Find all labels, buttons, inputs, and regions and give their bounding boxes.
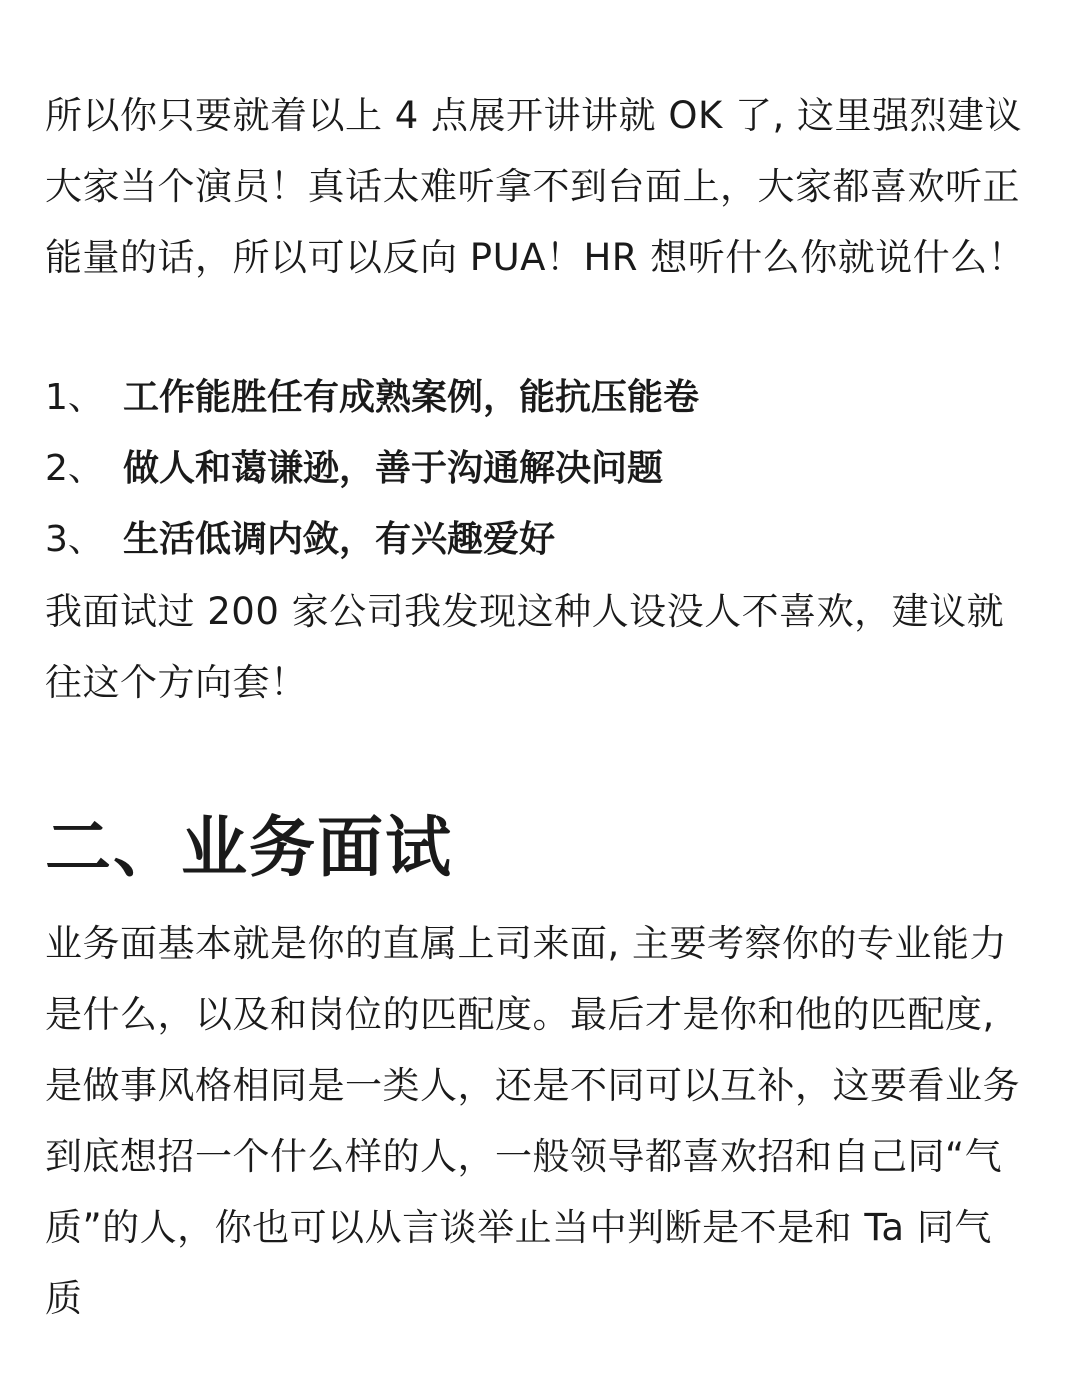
list-item-text: 工作能胜任有成熟案例，能抗压能卷 (123, 377, 700, 418)
list-item-number: 2、 (45, 448, 104, 489)
text-line: 是什么，以及和岗位的匹配度。最后才是你和他的匹配度, (45, 993, 995, 1036)
section-heading: 二、业务面试 (45, 809, 453, 886)
text-line: 到底想招一个什么样的人，一般领导都喜欢招和自己同“气 (45, 1135, 1003, 1178)
key-points-list (45, 362, 699, 575)
list-item (45, 433, 699, 504)
list-item-number: 3、 (45, 519, 104, 560)
conclusion-paragraph (45, 576, 1004, 718)
text-line: 我面试过 200 家公司我发现这种人设没人不喜欢，建议就 (45, 590, 1005, 633)
list-item-text: 生活低调内敛，有兴趣爱好 (123, 519, 556, 560)
text-line: 质 (45, 1277, 83, 1320)
text-line: 所以你只要就着以上 4 点展开讲讲就 OK 了, 这里强烈建议 (45, 94, 1022, 137)
text-line: 大家当个演员！真话太难听拿不到台面上，大家都喜欢听正 (45, 165, 1020, 208)
text-line: 是做事风格相同是一类人，还是不同可以互补，这要看业务 (45, 1064, 1020, 1107)
text-line: 质”的人，你也可以从言谈举止当中判断是不是和 Ta 同气 (45, 1206, 992, 1249)
business-interview-paragraph (45, 908, 1020, 1334)
list-item-number: 1、 (45, 377, 104, 418)
text-line: 能量的话，所以可以反向 PUA！HR 想听什么你就说什么！ (45, 236, 1026, 279)
intro-paragraph (45, 80, 1025, 293)
text-line: 业务面基本就是你的直属上司来面, 主要考察你的专业能力 (45, 922, 1008, 965)
list-item (45, 362, 699, 433)
text-line: 往这个方向套！ (45, 661, 308, 704)
list-item (45, 504, 699, 575)
list-item-text: 做人和蔼谦逊，善于沟通解决问题 (123, 448, 664, 489)
